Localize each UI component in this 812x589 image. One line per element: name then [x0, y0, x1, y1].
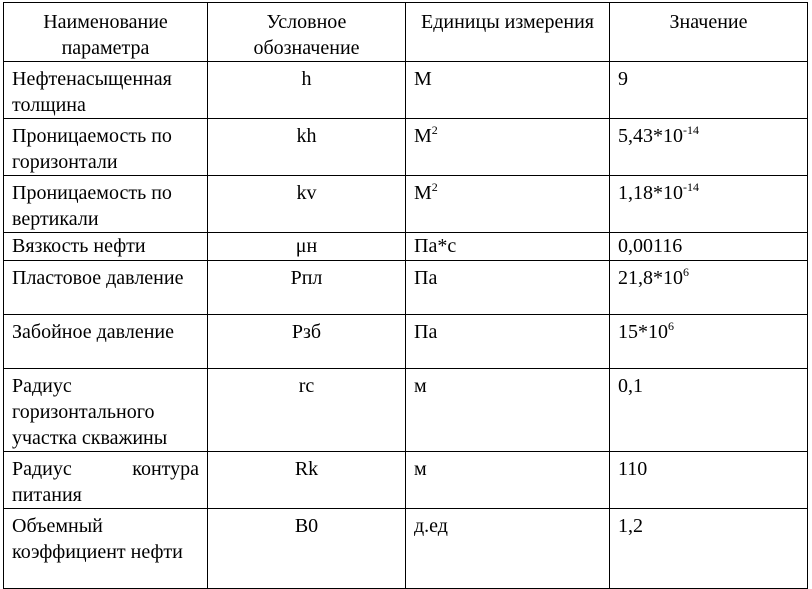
table-row: [4, 509, 808, 589]
row-unit: [406, 509, 610, 589]
table-row: [4, 315, 808, 369]
row-unit-sup: 2: [431, 180, 438, 194]
row-name: Объемный коэффициент нефти: [4, 509, 208, 589]
row-unit-text: Па*с: [414, 235, 457, 257]
row-symbol: h: [208, 62, 406, 119]
header-units: Единицы измерения: [406, 3, 610, 62]
row-value-text: 1,2: [618, 515, 643, 537]
row-value: [610, 176, 808, 233]
table-row: [4, 119, 808, 176]
header-parameter-name: Наименование параметра: [4, 3, 208, 62]
row-value-text: 21,8*10: [618, 267, 683, 289]
row-value-sup: 6: [668, 319, 674, 333]
row-unit: [406, 315, 610, 369]
row-symbol: kh: [208, 119, 406, 176]
row-value: [610, 119, 808, 176]
row-value-text: 0,1: [618, 375, 643, 397]
parameter-table-container: [3, 2, 808, 589]
row-name: Вязкость нефти: [4, 233, 208, 261]
row-value: [610, 62, 808, 119]
header-symbol: Условное обозначение: [208, 3, 406, 62]
row-symbol: Рпл: [208, 261, 406, 315]
row-unit-text: М: [414, 68, 432, 90]
row-name: Пластовое давление: [4, 261, 208, 315]
table-row: [4, 233, 808, 261]
row-symbol: Rk: [208, 452, 406, 509]
row-value-text: 1,18*10: [618, 182, 683, 204]
row-unit: [406, 119, 610, 176]
row-unit: [406, 261, 610, 315]
row-unit-text: Па: [414, 321, 438, 343]
row-name: Нефтенасыщенная толщина: [4, 62, 208, 119]
row-name: Радиус горизонтального участка скважины: [4, 369, 208, 452]
table-row: [4, 452, 808, 509]
row-symbol: kv: [208, 176, 406, 233]
row-unit-text: М: [414, 125, 432, 147]
row-name: Забойное давление: [4, 315, 208, 369]
table-row: [4, 261, 808, 315]
row-unit: [406, 62, 610, 119]
parameter-table: [3, 2, 808, 589]
row-value-text: 9: [618, 68, 628, 90]
row-unit-sup: 2: [431, 123, 438, 137]
row-name: Проницаемость по вертикали: [4, 176, 208, 233]
row-value-text: 110: [618, 458, 648, 480]
row-value: [610, 315, 808, 369]
table-row: [4, 369, 808, 452]
table-row: [4, 62, 808, 119]
row-unit: [406, 369, 610, 452]
row-value-sup: -14: [683, 123, 699, 137]
row-symbol: B0: [208, 509, 406, 589]
row-name: Радиус контура питания: [4, 452, 208, 509]
row-value-text: 15*10: [618, 321, 668, 343]
row-value: [610, 233, 808, 261]
row-symbol: μн: [208, 233, 406, 261]
row-unit-text: м: [414, 375, 427, 397]
row-value-sup: -14: [683, 180, 699, 194]
row-unit: [406, 452, 610, 509]
table-row: [4, 176, 808, 233]
row-unit-text: д.ед: [414, 515, 448, 537]
row-unit-text: М: [414, 182, 432, 204]
row-unit-text: м: [414, 458, 427, 480]
header-value: Значение: [610, 3, 808, 62]
row-symbol: rc: [208, 369, 406, 452]
table-header-row: [4, 3, 808, 62]
row-value-text: 5,43*10: [618, 125, 683, 147]
row-symbol: Рзб: [208, 315, 406, 369]
row-value: [610, 452, 808, 509]
row-value: [610, 261, 808, 315]
row-value: [610, 369, 808, 452]
row-unit: [406, 233, 610, 261]
row-value-text: 0,00116: [618, 235, 683, 257]
row-value-sup: 6: [683, 265, 689, 279]
row-unit-text: Па: [414, 267, 438, 289]
row-name: Проницаемость по горизонтали: [4, 119, 208, 176]
row-unit: [406, 176, 610, 233]
row-value: [610, 509, 808, 589]
